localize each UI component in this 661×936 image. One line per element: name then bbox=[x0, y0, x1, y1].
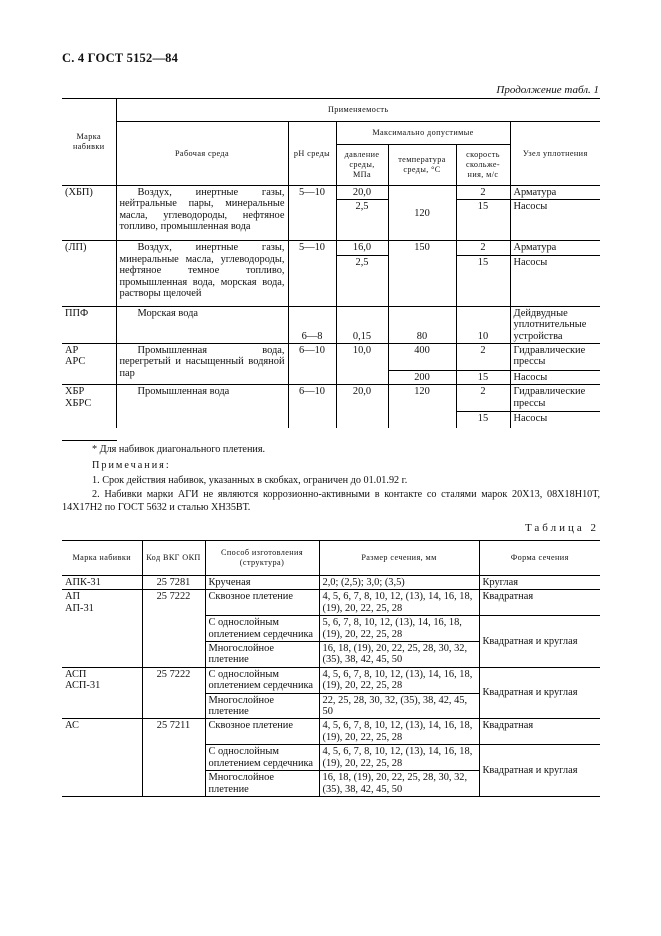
note-2: 2. Набивки марки АГИ не являются коррозионно-активными в контакте со сталями марок 20Х13, 08Х18Н10Т, 14Х17Н2 по ГОСТ 5632 и сталью ХН35ВТ. bbox=[62, 489, 600, 513]
pressure-cell: 2,5 bbox=[336, 200, 388, 241]
temperature-cell: 400 bbox=[388, 344, 456, 371]
pressure-cell: 20,0 bbox=[336, 186, 388, 200]
page-header: С. 4 ГОСТ 5152—84 bbox=[62, 51, 179, 65]
table-2-caption: Таблица 2 bbox=[524, 522, 599, 534]
mark-cell: (ЛП) bbox=[62, 241, 116, 306]
temperature-cell: 80 bbox=[388, 306, 456, 343]
size-cell: 2,0; (2,5); 3,0; (3,5) bbox=[319, 576, 479, 590]
size-cell: 16, 18, (19), 20, 22, 25, 28, 30, 32, (35), 38, 42, 45, 50 bbox=[319, 771, 479, 797]
speed-cell: 2 bbox=[456, 344, 510, 371]
table-row bbox=[62, 590, 600, 616]
code-cell: 25 7222 bbox=[142, 590, 205, 667]
size-cell: 4, 5, 6, 7, 8, 10, 12, (13), 14, 16, 18, (19), 20, 22, 25, 28 bbox=[319, 590, 479, 616]
method-cell: Многослойное плетение bbox=[205, 642, 319, 668]
medium-cell: Воздух, инертные газы, нейтральные пары, минеральные масла, углеводороды, нефтяное топливо, промышленная вода bbox=[116, 186, 288, 241]
speed-cell: 2 bbox=[456, 186, 510, 200]
notes-title: Примечания: bbox=[92, 460, 171, 471]
temperature-cell: 150 bbox=[388, 241, 456, 306]
speed-cell: 10 bbox=[456, 306, 510, 343]
mark-cell bbox=[62, 344, 116, 385]
table-row bbox=[62, 241, 600, 255]
header-code: Код ВКГ ОКП bbox=[142, 541, 205, 576]
size-cell: 16, 18, (19), 20, 22, 25, 28, 30, 32, (35), 38, 42, 45, 50 bbox=[319, 642, 479, 668]
mark-cell: АПК-31 bbox=[62, 576, 142, 590]
method-cell: С однослойным оплетением сердечника bbox=[205, 667, 319, 693]
speed-cell: 2 bbox=[456, 241, 510, 255]
code-cell: 25 7281 bbox=[142, 576, 205, 590]
mark-line-2: АРС bbox=[65, 356, 86, 368]
table-row bbox=[62, 576, 600, 590]
size-cell: 4, 5, 6, 7, 8, 10, 12, (13), 14, 16, 18, (19), 20, 22, 25, 28 bbox=[319, 719, 479, 745]
temperature-cell: 120 bbox=[388, 385, 456, 429]
mark-line-1: ХБР bbox=[65, 386, 85, 398]
pressure-cell: 10,0 bbox=[336, 344, 388, 385]
table-row bbox=[62, 719, 600, 745]
footnote-rule bbox=[62, 440, 117, 441]
method-cell: Сквозное плетение bbox=[205, 590, 319, 616]
medium-cell: Промышленная вода, перегретый и насыщенный водяной пар bbox=[116, 344, 288, 385]
table-row bbox=[62, 344, 600, 371]
method-cell: С однослойным оплетением сердечника bbox=[205, 616, 319, 642]
unit-cell: Арматура bbox=[510, 241, 600, 255]
code-cell: 25 7211 bbox=[142, 719, 205, 796]
mark-cell bbox=[62, 590, 142, 667]
table-2 bbox=[62, 540, 600, 797]
header-mark: Марка набивки bbox=[62, 99, 116, 186]
shape-cell: Квадратная и круглая bbox=[479, 616, 600, 668]
shape-cell: Квадратная bbox=[479, 590, 600, 616]
unit-cell: Насосы bbox=[510, 371, 600, 385]
header-pressure: давление среды, МПа bbox=[336, 145, 388, 186]
ph-cell: 6—10 bbox=[288, 385, 336, 429]
note-1: 1. Срок действия набивок, указанных в скобках, ограничен до 01.01.92 г. bbox=[92, 475, 408, 486]
unit-cell: Насосы bbox=[510, 200, 600, 241]
method-cell: Сквозное плетение bbox=[205, 719, 319, 745]
size-cell: 4, 5, 6, 7, 8, 10, 12, (13), 14, 16, 18, (19), 20, 22, 25, 28 bbox=[319, 667, 479, 693]
header-medium: Рабочая среда bbox=[116, 122, 288, 186]
mark-cell: (ХБП) bbox=[62, 186, 116, 241]
speed-cell: 15 bbox=[456, 255, 510, 306]
header-speed: скорость скольже-ния, м/с bbox=[456, 145, 510, 186]
method-cell: Крученая bbox=[205, 576, 319, 590]
method-cell: Многослойное плетение bbox=[205, 693, 319, 719]
mark-line-1: АСП bbox=[65, 668, 87, 680]
size-cell: 5, 6, 7, 8, 10, 12, (13), 14, 16, 18, (19), 20, 22, 25, 28 bbox=[319, 616, 479, 642]
pressure-cell: 2,5 bbox=[336, 255, 388, 306]
speed-cell: 15 bbox=[456, 412, 510, 429]
footnote: * Для набивок диагонального плетения. bbox=[92, 444, 266, 455]
pressure-cell: 0,15 bbox=[336, 306, 388, 343]
header-mark: Марка набивки bbox=[62, 541, 142, 576]
size-cell: 22, 25, 28, 30, 32, (35), 38, 42, 45, 50 bbox=[319, 693, 479, 719]
unit-cell: Арматура bbox=[510, 186, 600, 200]
ph-cell: 5—10 bbox=[288, 186, 336, 241]
mark-line-2: АСП-31 bbox=[65, 680, 101, 692]
medium-cell: Промышленная вода bbox=[116, 385, 288, 429]
table-row bbox=[62, 186, 600, 200]
table-continuation-label: Продолжение табл. 1 bbox=[496, 84, 599, 96]
header-size: Размер сечения, мм bbox=[319, 541, 479, 576]
mark-line-2: АП-31 bbox=[65, 602, 94, 614]
code-cell: 25 7222 bbox=[142, 667, 205, 719]
table-row bbox=[62, 385, 600, 412]
shape-cell: Круглая bbox=[479, 576, 600, 590]
pressure-cell: 20,0 bbox=[336, 385, 388, 429]
shape-cell: Квадратная и круглая bbox=[479, 745, 600, 797]
header-applicability: Применяемость bbox=[116, 99, 600, 122]
unit-cell: Гидравлические прессы bbox=[510, 385, 600, 412]
table-1 bbox=[62, 98, 600, 428]
unit-cell: Дейдвудные уплотнительные устройства bbox=[510, 306, 600, 343]
header-shape: Форма сечения bbox=[479, 541, 600, 576]
unit-cell: Насосы bbox=[510, 412, 600, 429]
header-max: Максимально допустимые bbox=[336, 122, 510, 145]
header-ph: pH среды bbox=[288, 122, 336, 186]
unit-cell: Гидравлические прессы bbox=[510, 344, 600, 371]
header-method: Способ изготовления (структура) bbox=[205, 541, 319, 576]
mark-cell bbox=[62, 385, 116, 429]
speed-cell: 15 bbox=[456, 371, 510, 385]
temperature-cell: 200 bbox=[388, 371, 456, 385]
medium-cell: Воздух, инертные газы, минеральные масла, углеводороды, нефтяное темное топливо, промышленная вода, морская вода, растворы щелочей bbox=[116, 241, 288, 306]
mark-cell bbox=[62, 667, 142, 719]
mark-cell: ППФ bbox=[62, 306, 116, 343]
speed-cell: 2 bbox=[456, 385, 510, 412]
medium-cell: Морская вода bbox=[116, 306, 288, 343]
method-cell: Многослойное плетение bbox=[205, 771, 319, 797]
table-row bbox=[62, 667, 600, 693]
ph-cell: 6—8 bbox=[288, 306, 336, 343]
table-row bbox=[62, 306, 600, 343]
unit-cell: Насосы bbox=[510, 255, 600, 306]
mark-line-1: АР bbox=[65, 345, 79, 357]
pressure-cell: 16,0 bbox=[336, 241, 388, 255]
shape-cell: Квадратная bbox=[479, 719, 600, 745]
temperature-cell: 120 bbox=[388, 186, 456, 241]
shape-cell: Квадратная и круглая bbox=[479, 667, 600, 719]
ph-cell: 5—10 bbox=[288, 241, 336, 306]
ph-cell: 6—10 bbox=[288, 344, 336, 385]
speed-cell: 15 bbox=[456, 200, 510, 241]
mark-line-2: ХБРС bbox=[65, 397, 92, 409]
header-temperature: температура среды, °С bbox=[388, 145, 456, 186]
method-cell: С однослойным оплетением сердечника bbox=[205, 745, 319, 771]
mark-cell: АС bbox=[62, 719, 142, 796]
mark-line-1: АП bbox=[65, 591, 81, 603]
size-cell: 4, 5, 6, 7, 8, 10, 12, (13), 14, 16, 18, (19), 20, 22, 25, 28 bbox=[319, 745, 479, 771]
header-unit: Узел уплотнения bbox=[510, 122, 600, 186]
